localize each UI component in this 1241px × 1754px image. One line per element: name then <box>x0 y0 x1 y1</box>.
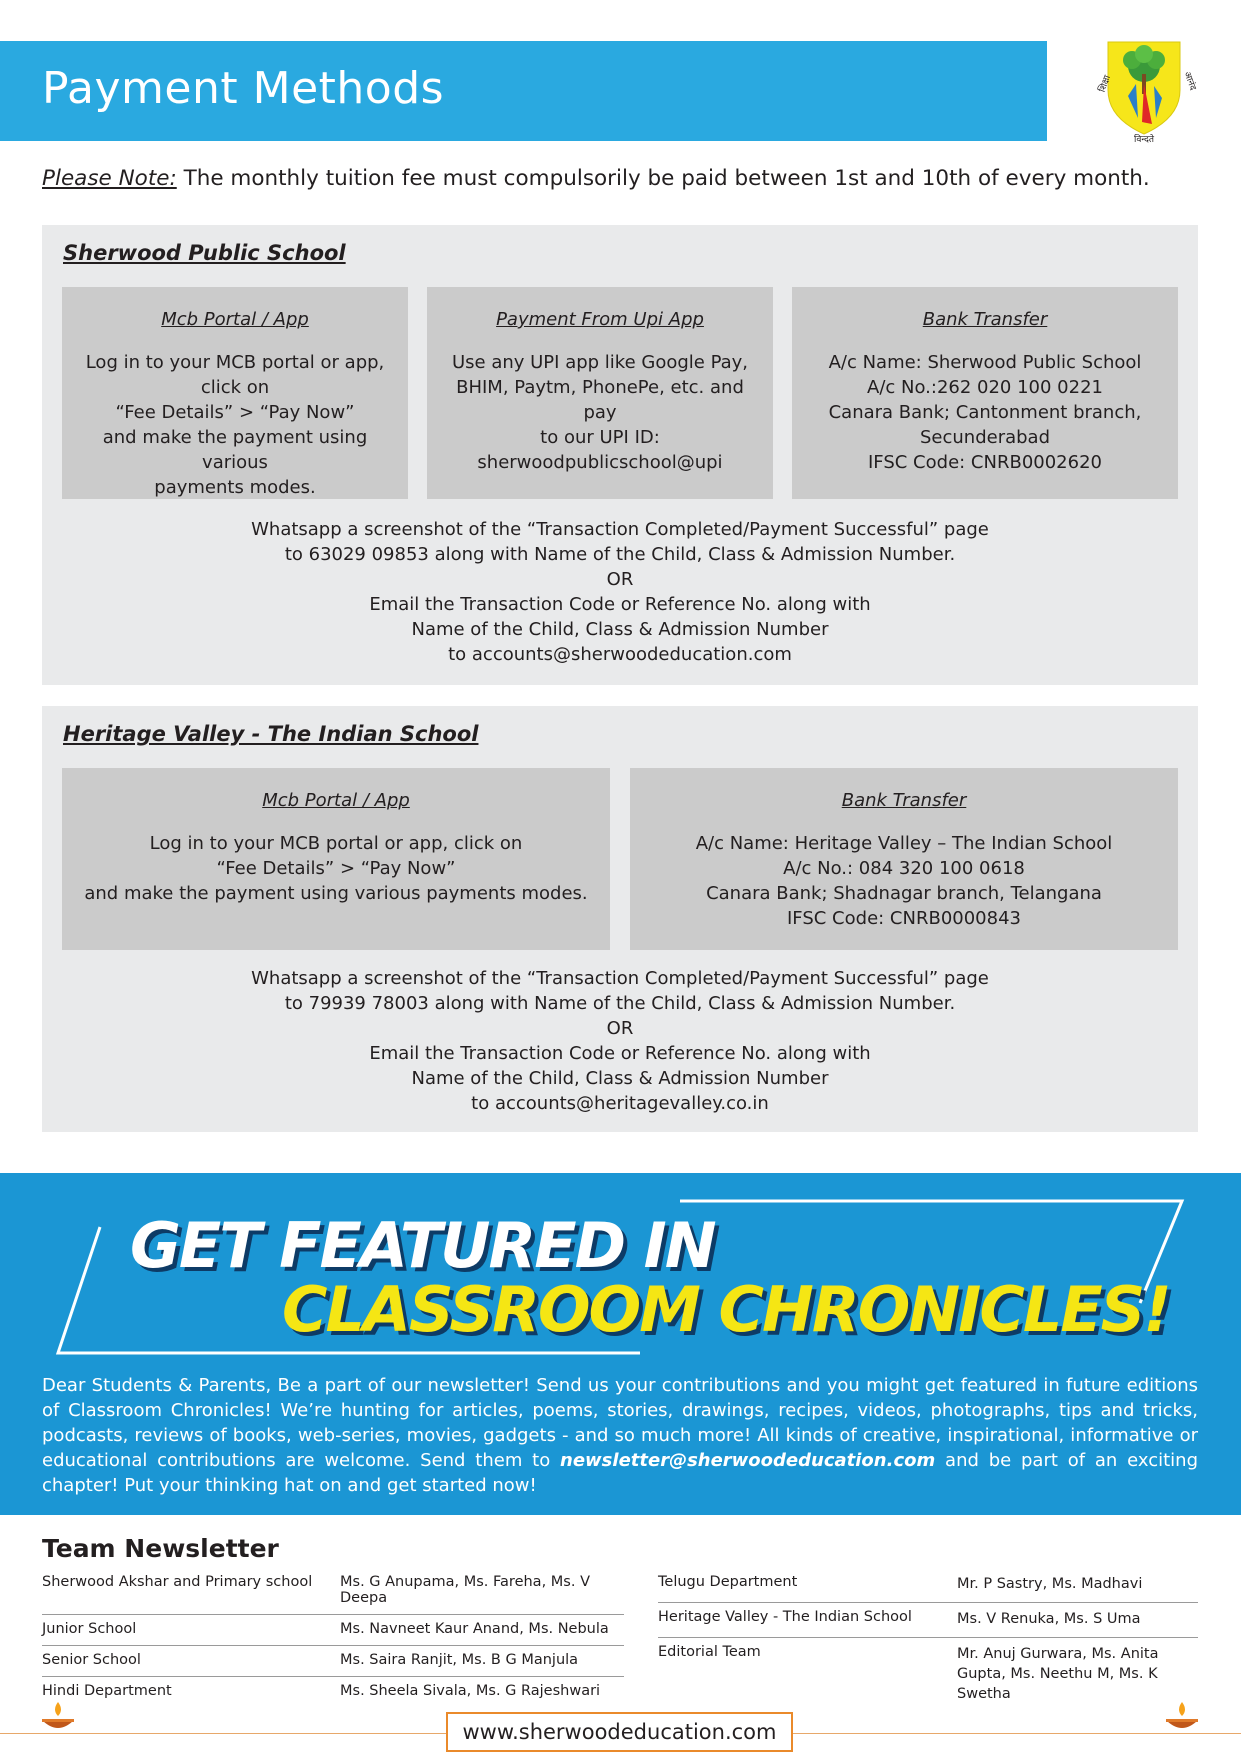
card-title: Payment From Upi App <box>496 309 704 330</box>
note-label: Please Note: <box>42 166 177 191</box>
svg-text:आनंद: आनंद <box>1181 70 1198 92</box>
heritage-title: Heritage Valley - The Indian School <box>63 722 479 746</box>
sherwood-upi-card <box>427 287 773 499</box>
featured-banner <box>0 1173 1241 1515</box>
team-title: Team Newsletter <box>42 1534 279 1563</box>
card-body: Log in to your MCB portal or app, click on “Fee Details” > “Pay Now” and make the payment using various payments modes. <box>84 833 588 904</box>
card-title: Mcb Portal / App <box>161 309 309 330</box>
card-title: Bank Transfer <box>922 309 1048 330</box>
table-row: Senior School Ms. Saira Ranjit, Ms. B G Manjula <box>42 1646 624 1677</box>
team-table-left <box>42 1568 624 1707</box>
svg-text:विन्दते: विन्दते <box>1133 135 1155 145</box>
school-logo <box>1097 38 1198 146</box>
table-row: Editorial Team Mr. Anuj Gurwara, Ms. Anita Gupta, Ms. Neethu M, Ms. K Swetha <box>658 1644 1159 1702</box>
header-banner <box>0 41 1047 141</box>
table-row: Telugu Department Mr. P Sastry, Ms. Madhavi <box>658 1568 1198 1603</box>
sherwood-title: Sherwood Public School <box>63 241 346 265</box>
featured-body: Dear Students & Parents, Be a part of our newsletter! Send us your contributions and you might get featured in future editions of Classroom Chronicles! We’re hunting for articles, poems, stories, drawings, recipes, videos, photographs, tips and tricks, podcasts, reviews of books, web-series, movies, gadgets - and so much more! All kinds of creative, inspirational, informative or educational contributions are welcome. Send them to newsletter@sherwoodeducation.com and be part of an exciting chapter! Put your thinking hat on and get started now! <box>42 1375 1198 1496</box>
sherwood-mcb-card <box>62 287 408 499</box>
featured-headline-2: CLASSROOM CHRONICLES! <box>282 1273 1170 1346</box>
sherwood-instructions: Whatsapp a screenshot of the “Transaction Completed/Payment Successful” page to 63029 09853 along with Name of the Child, Class & Admission Number. OR Email the Transaction Code or Reference No. along with Name of the Child, Class & Admission Number to accounts@sherwoodeducation.com <box>42 517 1198 667</box>
sherwood-email-link[interactable]: to accounts@sherwoodeducation.com <box>448 644 792 665</box>
payment-note <box>42 166 1150 191</box>
heritage-panel <box>42 706 1198 1132</box>
upi-id[interactable]: sherwoodpublicschool@upi <box>477 452 723 473</box>
table-row: Hindi Department Ms. Sheela Sivala, Ms. G Rajeshwari <box>42 1683 601 1699</box>
card-body: Use any UPI app like Google Pay, BHIM, Paytm, PhonePe, etc. and pay to our UPI ID: sherwoodpublicschool@upi <box>427 350 773 475</box>
card-title: Mcb Portal / App <box>262 790 410 811</box>
svg-text:शिक्षा: शिक्षा <box>1097 74 1114 94</box>
card-body: A/c Name: Heritage Valley – The Indian School A/c No.: 084 320 100 0618 Canara Bank; Shadnagar branch, Telangana IFSC Code: CNRB0000843 <box>695 833 1113 929</box>
heritage-email-link[interactable]: to accounts@heritagevalley.co.in <box>471 1093 769 1114</box>
diya-left-icon <box>40 1700 76 1734</box>
card-body: Log in to your MCB portal or app, click on “Fee Details” > “Pay Now” and make the payment using various payments modes. <box>85 352 385 498</box>
diya-right-icon <box>1164 1700 1200 1734</box>
heritage-instructions: Whatsapp a screenshot of the “Transaction Completed/Payment Successful” page to 79939 78003 along with Name of the Child, Class & Admission Number. OR Email the Transaction Code or Reference No. along with Name of the Child, Class & Admission Number to accounts@heritagevalley.co.in <box>42 966 1198 1116</box>
featured-headline-1: GET FEATURED IN <box>130 1209 715 1282</box>
table-row: Junior School Ms. Navneet Kaur Anand, Ms. Nebula <box>42 1615 624 1646</box>
card-title: Bank Transfer <box>841 790 967 811</box>
card-body: A/c Name: Sherwood Public School A/c No.:262 020 100 0221 Canara Bank; Cantonment branch, Secunderabad IFSC Code: CNRB0002620 <box>828 352 1142 473</box>
website-link[interactable]: www.sherwoodeducation.com <box>446 1712 793 1752</box>
page-title: Payment Methods <box>42 63 445 114</box>
newsletter-email-link[interactable]: newsletter@sherwoodeducation.com <box>560 1450 936 1471</box>
sherwood-bank-card <box>792 287 1178 499</box>
sherwood-panel <box>42 225 1198 685</box>
heritage-mcb-card <box>62 768 610 950</box>
team-table-right <box>658 1568 1198 1712</box>
note-text: The monthly tuition fee must compulsorily be paid between 1st and 10th of every month. <box>176 166 1150 191</box>
heritage-bank-card <box>630 768 1178 950</box>
table-row: Sherwood Akshar and Primary school Ms. G Anupama, Ms. Fareha, Ms. V Deepa <box>42 1568 624 1615</box>
table-row: Heritage Valley - The Indian School Ms. V Renuka, Ms. S Uma <box>658 1603 1198 1638</box>
